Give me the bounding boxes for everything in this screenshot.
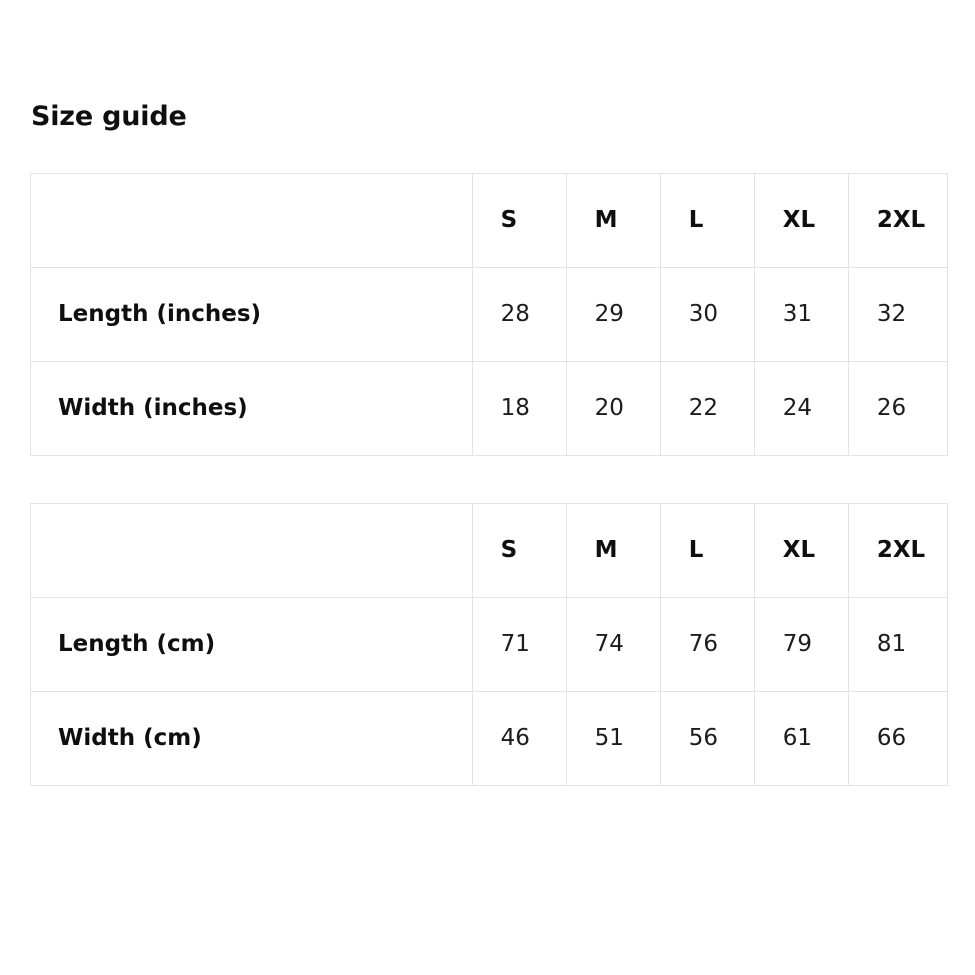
- table-header-2xl: [848, 173, 947, 267]
- table-header-xl-text: XL: [782, 207, 816, 234]
- table-row: [31, 267, 948, 361]
- table-header-blank: [31, 173, 473, 267]
- table-header-l-text: L: [688, 537, 704, 564]
- table-header-2xl-text: 2XL: [876, 207, 926, 234]
- cell-width-inches-2xl-text: 26: [876, 395, 907, 422]
- row-label-width-cm-text: Width (cm): [58, 725, 202, 752]
- cell-width-inches-s: [472, 361, 566, 455]
- table-header-blank: [31, 503, 473, 597]
- cell-width-inches-l-text: 22: [688, 395, 718, 422]
- cell-width-inches-xl-text: 24: [782, 395, 813, 422]
- table-header-xl: [754, 503, 848, 597]
- cell-length-cm-m: [566, 597, 660, 691]
- table-row: [31, 361, 948, 455]
- table-header-m: [566, 173, 660, 267]
- cell-length-cm-l-text: 76: [688, 631, 718, 658]
- cell-length-cm-xl: [754, 597, 848, 691]
- table-header-m-text: M: [594, 537, 618, 564]
- cell-width-cm-2xl: [848, 691, 947, 785]
- cell-length-cm-l: [660, 597, 754, 691]
- table-header-2xl-text: 2XL: [876, 537, 926, 564]
- cell-length-inches-l-text: 30: [688, 301, 718, 328]
- cell-length-inches-m: [566, 267, 660, 361]
- cell-width-inches-2xl: [848, 361, 947, 455]
- table-header-s: [472, 503, 566, 597]
- size-table-inches: [30, 173, 948, 456]
- table-header-row: [31, 173, 948, 267]
- cell-width-inches-m: [566, 361, 660, 455]
- cell-width-cm-2xl-text: 66: [876, 725, 907, 752]
- cell-width-cm-s-text: 46: [500, 725, 530, 752]
- table-row: [31, 597, 948, 691]
- cell-length-inches-xl: [754, 267, 848, 361]
- row-label-width-inches: [31, 361, 473, 455]
- cell-length-cm-xl-text: 79: [782, 631, 813, 658]
- cell-width-inches-xl: [754, 361, 848, 455]
- cell-length-inches-s: [472, 267, 566, 361]
- table-header-xl: [754, 173, 848, 267]
- table-header-m: [566, 503, 660, 597]
- cell-length-inches-2xl: [848, 267, 947, 361]
- cell-width-cm-s: [472, 691, 566, 785]
- table-header-s-text: S: [500, 207, 518, 234]
- table-row: [31, 691, 948, 785]
- cell-length-inches-xl-text: 31: [782, 301, 813, 328]
- cell-length-cm-m-text: 74: [594, 631, 624, 658]
- row-label-width-inches-text: Width (inches): [58, 395, 248, 422]
- cell-width-cm-m: [566, 691, 660, 785]
- cell-length-inches-m-text: 29: [594, 301, 624, 328]
- row-label-length-cm-text: Length (cm): [58, 631, 216, 658]
- cell-width-inches-s-text: 18: [500, 395, 530, 422]
- row-label-width-cm: [31, 691, 473, 785]
- cell-length-inches-2xl-text: 32: [876, 301, 907, 328]
- row-label-length-cm: [31, 597, 473, 691]
- table-header-2xl: [848, 503, 947, 597]
- cell-width-inches-m-text: 20: [594, 395, 624, 422]
- cell-length-cm-2xl-text: 81: [876, 631, 907, 658]
- table-header-l: [660, 173, 754, 267]
- table-header-row: [31, 503, 948, 597]
- table-header-s-text: S: [500, 537, 518, 564]
- cell-length-cm-s-text: 71: [500, 631, 530, 658]
- table-header-l-text: L: [688, 207, 704, 234]
- page-title: Size guide: [31, 101, 187, 132]
- cell-length-inches-l: [660, 267, 754, 361]
- cell-length-cm-s: [472, 597, 566, 691]
- cell-length-cm-2xl: [848, 597, 947, 691]
- table-header-l: [660, 503, 754, 597]
- row-label-length-inches: [31, 267, 473, 361]
- cell-width-inches-l: [660, 361, 754, 455]
- table-header-m-text: M: [594, 207, 618, 234]
- cell-width-cm-m-text: 51: [594, 725, 624, 752]
- row-label-length-inches-text: Length (inches): [58, 301, 262, 328]
- cell-width-cm-l: [660, 691, 754, 785]
- cell-width-cm-xl: [754, 691, 848, 785]
- cell-width-cm-xl-text: 61: [782, 725, 813, 752]
- cell-width-cm-l-text: 56: [688, 725, 718, 752]
- cell-length-inches-s-text: 28: [500, 301, 530, 328]
- size-table-centimeters: [30, 503, 948, 786]
- table-header-xl-text: XL: [782, 537, 816, 564]
- table-header-s: [472, 173, 566, 267]
